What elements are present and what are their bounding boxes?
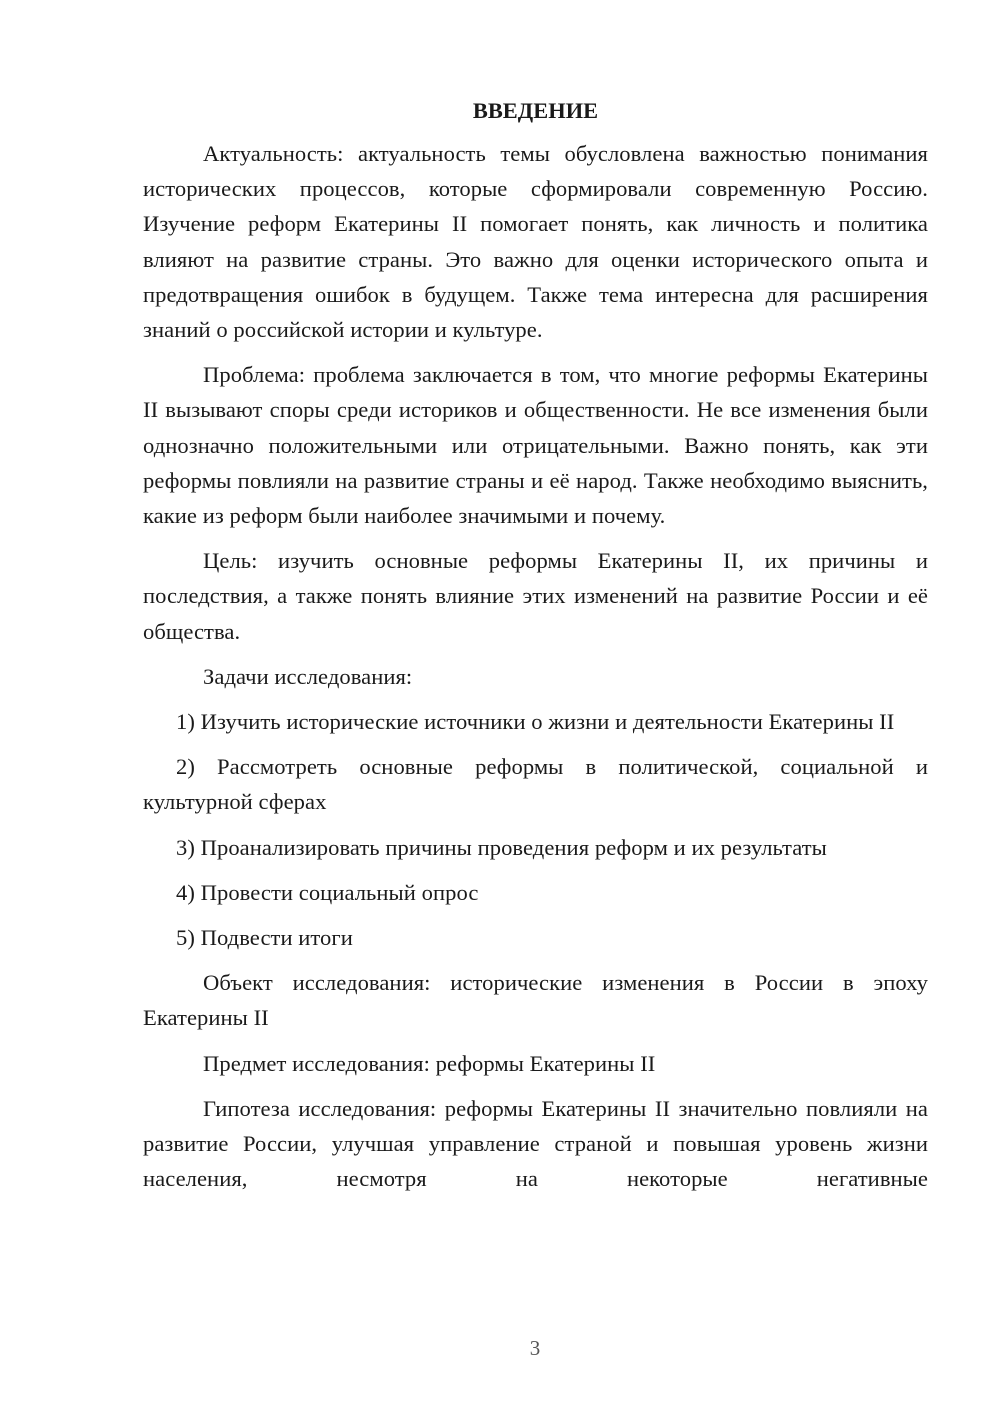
relevance-paragraph: Актуальность: актуальность темы обусловлена важностью понимания исторических процессов, которые сформировали современную Россию. Изучение реформ Екатерины II помогает понять, как личность и политика влияют на развитие страны. Это важно для оценки исторического опыта и предотвращения ошибок в будущем. Также тема интересна для расширения знаний о российской истории и культуре.: [143, 141, 928, 343]
page-title: ВВЕДЕНИЕ: [472, 98, 599, 123]
tasks-heading: Задачи исследования:: [203, 663, 413, 689]
subject-paragraph: Предмет исследования: реформы Екатерины II: [203, 1050, 656, 1076]
object-paragraph: Объект исследования: исторические изменения в России в эпоху Екатерины II: [143, 970, 928, 1031]
task-item: 3) Проанализировать причины проведения реформ и их результаты: [176, 834, 827, 860]
page-number: 3: [529, 1336, 541, 1360]
task-item: 2) Рассмотреть основные реформы в политической, социальной и культурной сферах: [143, 754, 928, 815]
document-page: [143, 96, 928, 1196]
problem-paragraph: Проблема: проблема заключается в том, что многие реформы Екатерины II вызывают споры среди историков и общественности. Не все изменения были однозначно положительными или отрицательными. Важно понять, как эти реформы повлияли на развитие страны и её народ. Также необходимо выяснить, какие из реформ были наиболее значимыми и почему.: [143, 362, 928, 529]
task-item: 1) Изучить исторические источники о жизни и деятельности Екатерины II: [176, 709, 895, 735]
goal-paragraph: Цель: изучить основные реформы Екатерины II, их причины и последствия, а также понять влияние этих изменений на развитие России и её общества.: [143, 548, 928, 644]
task-item: 4) Провести социальный опрос: [176, 879, 479, 905]
task-item: 5) Подвести итоги: [176, 925, 353, 951]
hypothesis-paragraph: Гипотеза исследования: реформы Екатерины II значительно повлияли на развитие России, улучшая управление страной и повышая уровень жизни населения, несмотря на некоторые негативные: [143, 1095, 928, 1192]
